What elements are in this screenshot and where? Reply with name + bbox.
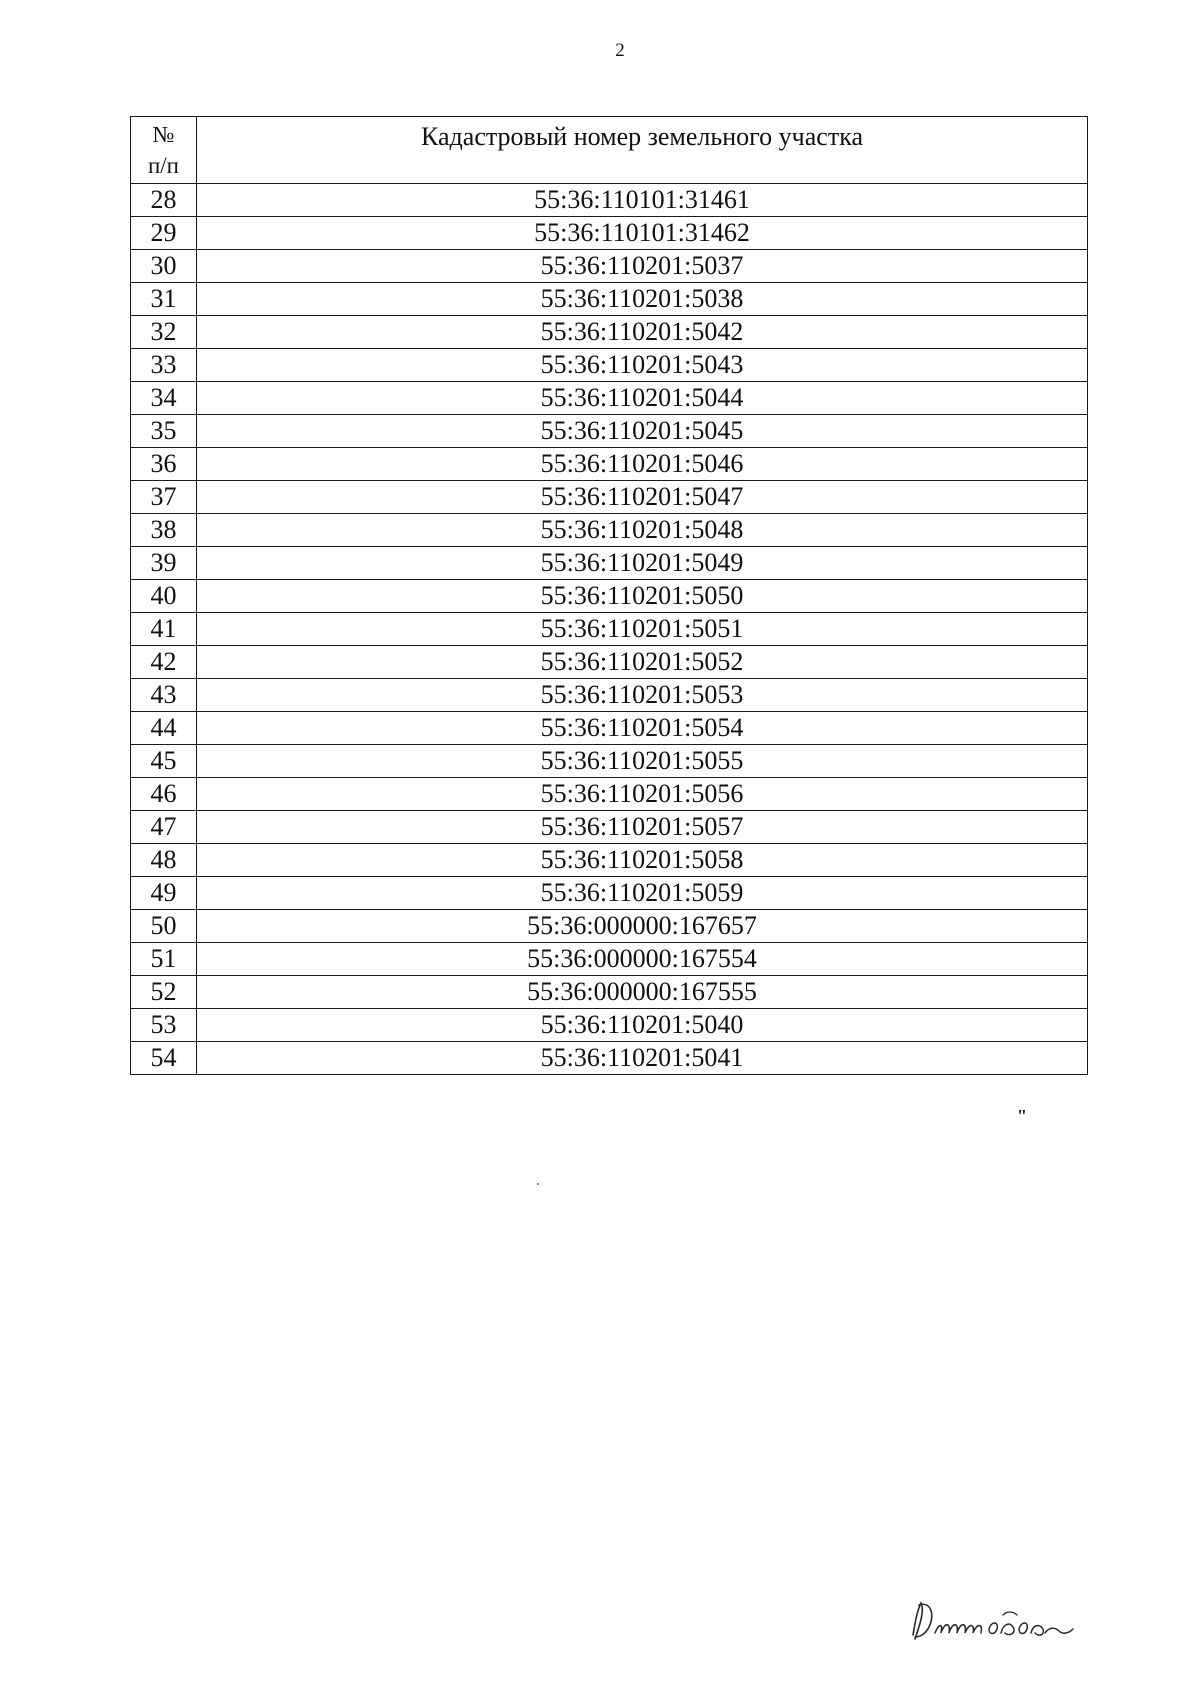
table-row — [131, 712, 1088, 745]
row-number: 40 — [131, 580, 197, 613]
row-number: 52 — [131, 976, 197, 1009]
row-number: 28 — [131, 184, 197, 217]
table-row — [131, 184, 1088, 217]
row-number: 43 — [131, 679, 197, 712]
cadastral-table — [130, 116, 1088, 1075]
table-row — [131, 910, 1088, 943]
table-row — [131, 481, 1088, 514]
page-number: 2 — [615, 40, 625, 61]
table-row — [131, 679, 1088, 712]
row-number: 42 — [131, 646, 197, 679]
row-number: 45 — [131, 745, 197, 778]
cadastral-number: 55:36:110201:5038 — [197, 283, 1088, 316]
table-row — [131, 1009, 1088, 1042]
row-number: 41 — [131, 613, 197, 646]
cadastral-number: 55:36:110201:5050 — [197, 580, 1088, 613]
cadastral-number: 55:36:110201:5056 — [197, 778, 1088, 811]
cadastral-number: 55:36:110201:5044 — [197, 382, 1088, 415]
cadastral-number: 55:36:110101:31461 — [197, 184, 1088, 217]
column-header-number — [131, 117, 197, 184]
table-header-row — [131, 117, 1088, 184]
row-number: 39 — [131, 547, 197, 580]
row-number: 48 — [131, 844, 197, 877]
table-row — [131, 415, 1088, 448]
table-row — [131, 349, 1088, 382]
row-number: 34 — [131, 382, 197, 415]
row-number: 35 — [131, 415, 197, 448]
table-row — [131, 382, 1088, 415]
row-number: 54 — [131, 1042, 197, 1075]
table-row — [131, 976, 1088, 1009]
cadastral-number: 55:36:110201:5037 — [197, 250, 1088, 283]
cadastral-number: 55:36:110201:5051 — [197, 613, 1088, 646]
cadastral-number: 55:36:110201:5041 — [197, 1042, 1088, 1075]
column-header-cadastral: Кадастровый номер земельного участка — [197, 117, 1088, 184]
cadastral-number: 55:36:110201:5049 — [197, 547, 1088, 580]
table-row — [131, 250, 1088, 283]
cadastral-number: 55:36:110101:31462 — [197, 217, 1088, 250]
row-number: 36 — [131, 448, 197, 481]
table-row — [131, 316, 1088, 349]
cadastral-number: 55:36:110201:5055 — [197, 745, 1088, 778]
cadastral-number: 55:36:110201:5052 — [197, 646, 1088, 679]
table-row — [131, 580, 1088, 613]
table-row — [131, 811, 1088, 844]
cadastral-number: 55:36:000000:167657 — [197, 910, 1088, 943]
handwritten-signature — [905, 1593, 1095, 1653]
row-number: 32 — [131, 316, 197, 349]
table-row — [131, 943, 1088, 976]
cadastral-number: 55:36:110201:5059 — [197, 877, 1088, 910]
table-body — [131, 184, 1088, 1075]
table-row — [131, 778, 1088, 811]
row-number: 47 — [131, 811, 197, 844]
table-row — [131, 745, 1088, 778]
cadastral-number: 55:36:110201:5053 — [197, 679, 1088, 712]
closing-quote: " — [1017, 1106, 1027, 1126]
row-number: 44 — [131, 712, 197, 745]
cadastral-number: 55:36:110201:5048 — [197, 514, 1088, 547]
table-row — [131, 547, 1088, 580]
row-number: 38 — [131, 514, 197, 547]
column-header-number-symbol: № — [152, 122, 175, 147]
cadastral-number: 55:36:110201:5040 — [197, 1009, 1088, 1042]
row-number: 51 — [131, 943, 197, 976]
cadastral-number: 55:36:000000:167554 — [197, 943, 1088, 976]
table-row — [131, 646, 1088, 679]
cadastral-number: 55:36:110201:5042 — [197, 316, 1088, 349]
cadastral-number: 55:36:000000:167555 — [197, 976, 1088, 1009]
table-row — [131, 283, 1088, 316]
row-number: 37 — [131, 481, 197, 514]
table-row — [131, 217, 1088, 250]
table-row — [131, 448, 1088, 481]
column-header-number-abbrev: п/п — [147, 153, 179, 178]
row-number: 30 — [131, 250, 197, 283]
cadastral-number: 55:36:110201:5058 — [197, 844, 1088, 877]
cadastral-number: 55:36:110201:5045 — [197, 415, 1088, 448]
row-number: 49 — [131, 877, 197, 910]
table-row — [131, 514, 1088, 547]
row-number: 29 — [131, 217, 197, 250]
row-number: 46 — [131, 778, 197, 811]
cadastral-number: 55:36:110201:5043 — [197, 349, 1088, 382]
table-row — [131, 844, 1088, 877]
row-number: 50 — [131, 910, 197, 943]
table-row — [131, 877, 1088, 910]
cadastral-number: 55:36:110201:5047 — [197, 481, 1088, 514]
table-row — [131, 1042, 1088, 1075]
row-number: 33 — [131, 349, 197, 382]
row-number: 31 — [131, 283, 197, 316]
scan-speck — [537, 1183, 539, 1185]
cadastral-number: 55:36:110201:5057 — [197, 811, 1088, 844]
cadastral-number: 55:36:110201:5054 — [197, 712, 1088, 745]
row-number: 53 — [131, 1009, 197, 1042]
cadastral-number: 55:36:110201:5046 — [197, 448, 1088, 481]
table-row — [131, 613, 1088, 646]
